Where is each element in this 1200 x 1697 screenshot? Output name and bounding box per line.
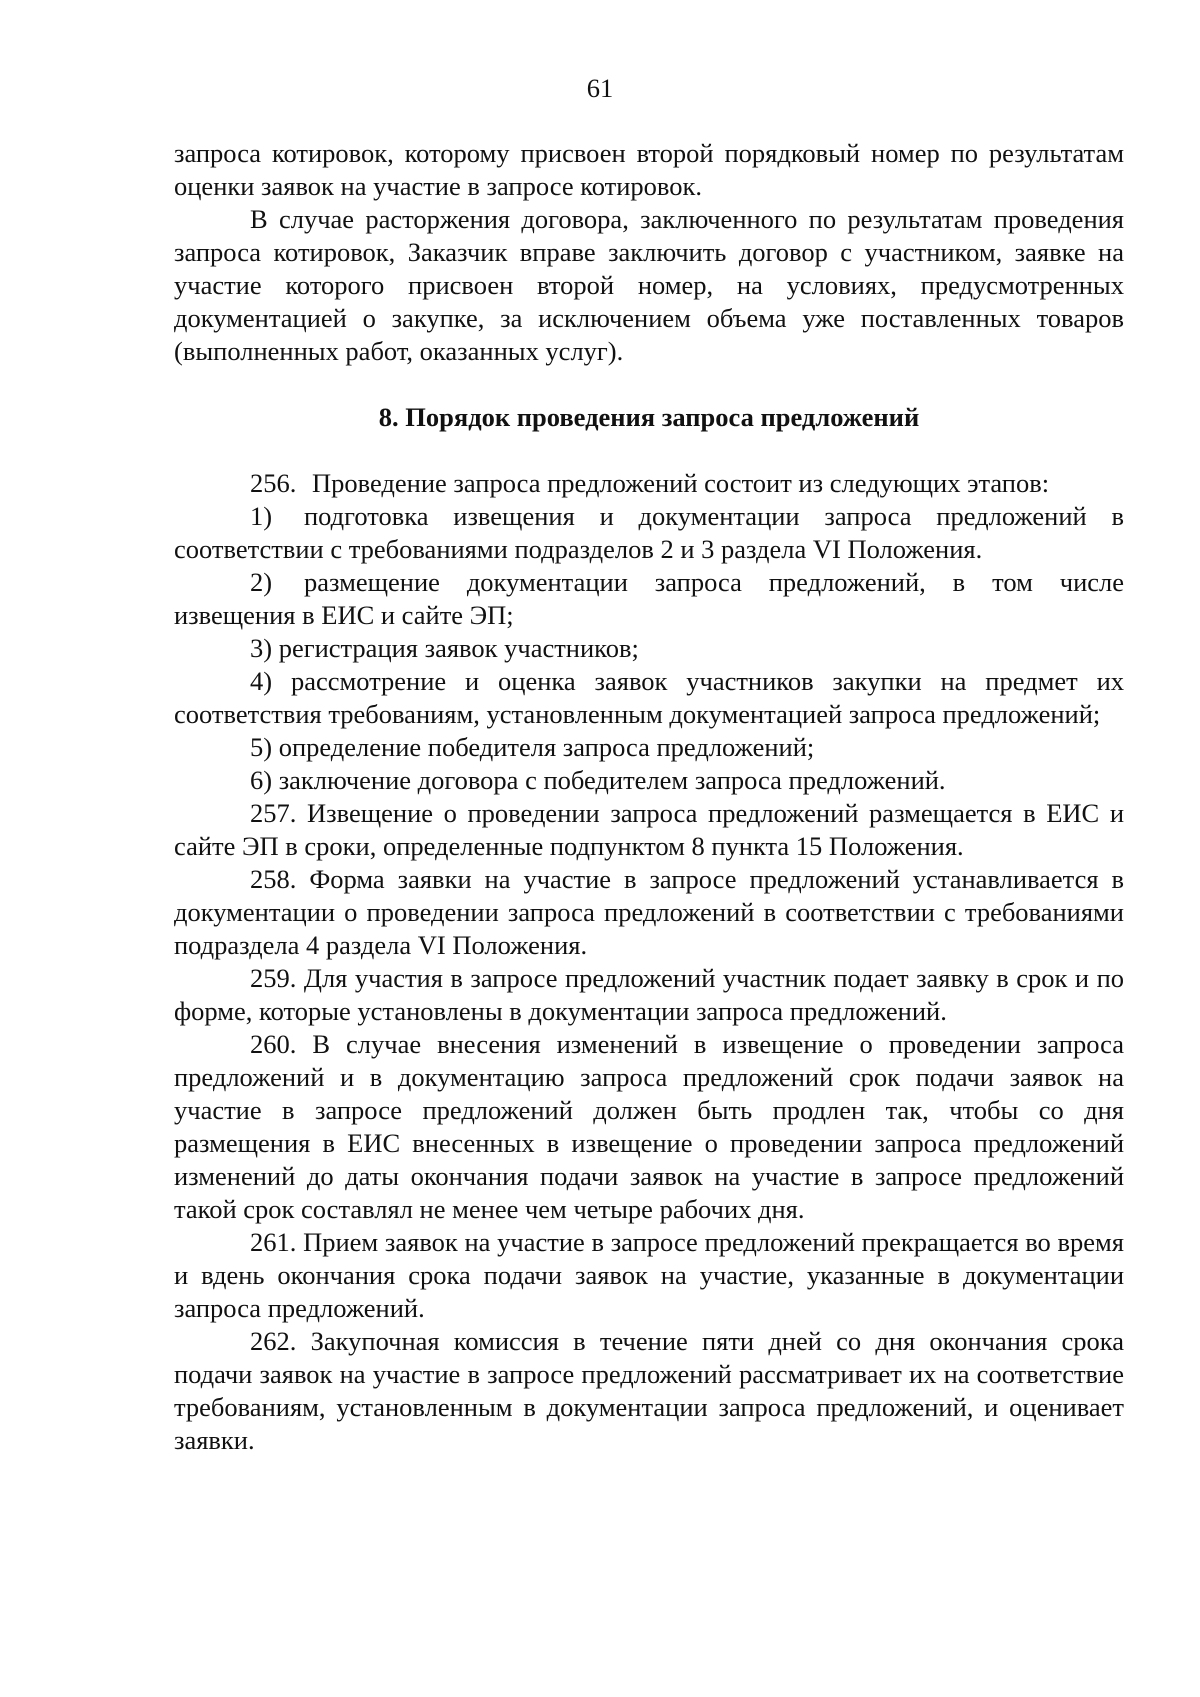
list-item-text: определение победителя запроса предложений; bbox=[278, 732, 815, 762]
clause-number: 262. bbox=[250, 1326, 297, 1356]
list-item-number: 2) bbox=[250, 567, 273, 597]
clause-number: 261. bbox=[250, 1227, 297, 1257]
clause-259 bbox=[174, 962, 1124, 1028]
clause-number: 260. bbox=[250, 1029, 297, 1059]
clause-number: 257. bbox=[250, 798, 297, 828]
clause-256 bbox=[174, 467, 1124, 500]
clause-text: Извещение о проведении запроса предложений размещается в ЕИС и сайте ЭП в сроки, определенные подпунктом 8 пункта 15 Положения. bbox=[174, 798, 1125, 861]
clause-text: Проведение запроса предложений состоит из следующих этапов: bbox=[312, 468, 1050, 498]
clause-number: 258. bbox=[250, 864, 297, 894]
list-item bbox=[174, 632, 1124, 665]
page-number: 61 bbox=[586, 73, 614, 103]
list-item bbox=[174, 764, 1124, 797]
clause-261 bbox=[174, 1226, 1124, 1325]
clause-257 bbox=[174, 797, 1124, 863]
clause-258 bbox=[174, 863, 1124, 962]
list-item-text: размещение документации запроса предложений, в том числе извещения в ЕИС и сайте ЭП; bbox=[174, 567, 1124, 630]
list-item-number: 1) bbox=[250, 501, 273, 531]
list-item-number: 6) bbox=[250, 765, 273, 795]
clause-text: Закупочная комиссия в течение пяти дней со дня окончания срока подачи заявок на участие в запросе предложений рассматривает их на соответствие требованиям, установленным в документации запроса предложений, и оценивает заявки. bbox=[174, 1326, 1125, 1455]
list-item bbox=[174, 500, 1124, 566]
clause-text: В случае внесения изменений в извещение о проведении запроса предложений и в документацию запроса предложений срок подачи заявок на участие в запросе предложений должен быть продлен так, чтобы со дня размещения в ЕИС внесенных в извещение о проведении запроса предложений изменений до даты окончания подачи заявок на участие в запросе предложений такой срок составлял не менее чем четыре рабочих дня. bbox=[174, 1029, 1124, 1224]
paragraph-continuation: запроса котировок, которому присвоен второй порядковый номер по результатам оценки заявок на участие в запросе котировок. bbox=[174, 138, 1124, 201]
list-item bbox=[174, 665, 1124, 731]
clause-text: Форма заявки на участие в запросе предложений устанавливается в документации о проведении запроса предложений в соответствии с требованиями подраздела 4 раздела VI Положения. bbox=[174, 864, 1124, 960]
clause-number: 256. bbox=[250, 468, 297, 498]
list-item bbox=[174, 566, 1124, 632]
list-item-number: 3) bbox=[250, 633, 273, 663]
list-item-text: подготовка извещения и документации запроса предложений в соответствии с требованиями подразделов 2 и 3 раздела VI Положения. bbox=[174, 501, 1124, 564]
list-item-number: 5) bbox=[250, 732, 273, 762]
paragraph-contract-termination: В случае расторжения договора, заключенного по результатам проведения запроса котировок, Заказчик вправе заключить договор с участником, заявке на участие которого присвоен второй номер, на условиях, предусмотренных документацией о закупке, за исключением объема уже поставленных товаров (выполненных работ, оказанных услуг). bbox=[174, 204, 1124, 366]
list-item bbox=[174, 731, 1124, 764]
list-item-text: регистрация заявок участников; bbox=[278, 633, 639, 663]
clause-text: Прием заявок на участие в запросе предложений прекращается во время и вдень окончания срока подачи заявок на участие, указанные в документации запроса предложений. bbox=[174, 1227, 1124, 1323]
section-heading: 8. Порядок проведения запроса предложений bbox=[378, 402, 920, 432]
clause-number: 259. bbox=[250, 963, 297, 993]
list-item-number: 4) bbox=[250, 666, 273, 696]
clause-260 bbox=[174, 1028, 1124, 1226]
clause-262 bbox=[174, 1325, 1124, 1457]
list-item-text: заключение договора с победителем запроса предложений. bbox=[278, 765, 946, 795]
clause-text: Для участия в запросе предложений участник подает заявку в срок и по форме, которые установлены в документации запроса предложений. bbox=[174, 963, 1124, 1026]
list-item-text: рассмотрение и оценка заявок участников закупки на предмет их соответствия требованиям, установленным документацией запроса предложений; bbox=[174, 666, 1124, 729]
page-body bbox=[174, 137, 1124, 1457]
